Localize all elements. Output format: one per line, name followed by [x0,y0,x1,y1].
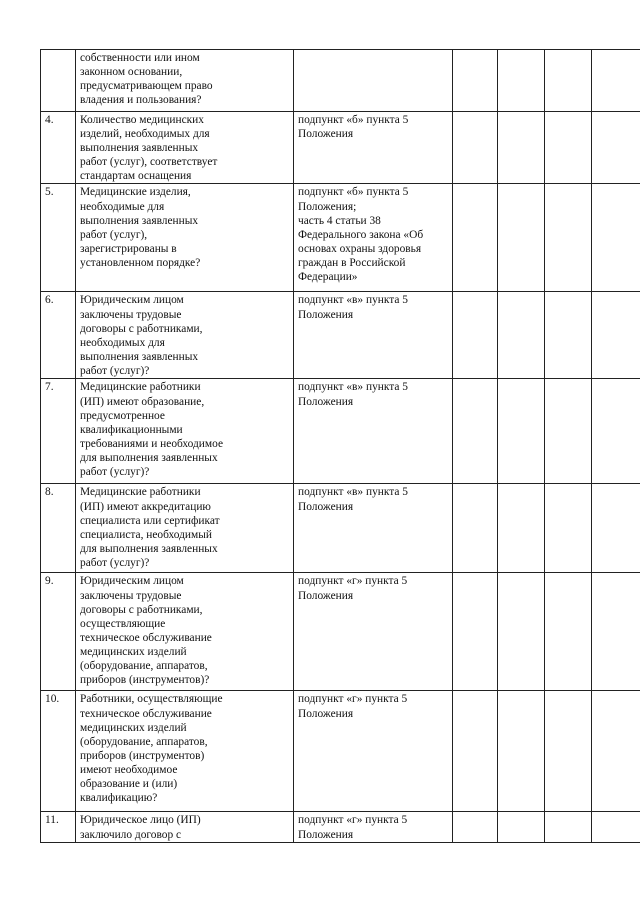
table-row [41,573,640,691]
question-line: Юридическим лицом [80,575,184,588]
question-line: образование и (или) [80,778,178,791]
question-line: законном основании, [80,66,183,79]
reference-line: Федерального закона «Об [298,228,424,241]
answer-cell[interactable] [453,50,498,112]
question-line: специалиста, необходимый [80,528,212,541]
checklist-table [40,49,640,843]
row-number: 4. [41,112,76,184]
answer-cell[interactable] [545,691,592,812]
question-line: выполнения заявленных [80,142,199,155]
question-line: работ (услуг), соответствует [80,156,218,169]
question-line: Медицинские работники [80,381,201,394]
question-line: работ (услуг)? [80,556,150,569]
question-line: имеют необходимое [80,763,178,776]
question-line: необходимые для [80,200,165,213]
question-line: техническое обслуживание [80,631,212,644]
reference-line: подпункт «г» пункта 5 [298,693,408,706]
answer-cell[interactable] [545,50,592,112]
question-line: договоры с работниками, [80,603,203,616]
answer-cell[interactable] [592,112,640,184]
row-number: 8. [41,484,76,573]
question-line: выполнения заявленных [80,350,199,363]
reference-cell [294,292,453,379]
answer-cell[interactable] [453,484,498,573]
answer-cell[interactable] [498,573,545,691]
reference-cell [294,379,453,484]
question-line: Работники, осуществляющие [80,693,223,706]
question-cell [76,484,294,573]
answer-cell[interactable] [453,379,498,484]
row-number: 11. [41,812,76,842]
answer-cell[interactable] [498,112,545,184]
question-line: выполнения заявленных [80,214,199,227]
reference-line: подпункт «в» пункта 5 [298,381,408,394]
question-line: предусматривающем право [80,80,213,93]
question-line: изделий, необходимых для [80,128,210,141]
table-row [41,379,640,484]
question-cell [76,184,294,292]
question-line: квалификацию? [80,792,158,805]
reference-line: часть 4 статьи 38 [298,214,381,227]
row-number: 5. [41,184,76,292]
question-cell [76,292,294,379]
reference-cell [294,484,453,573]
question-line: предусмотренное [80,409,165,422]
table-row [41,812,640,842]
question-line: работ (услуг), [80,228,148,241]
question-line: стандартам оснащения [80,170,192,183]
question-line: владения и пользования? [80,94,202,107]
question-line: Юридическим лицом [80,294,184,307]
reference-line: Федерации» [298,271,358,284]
question-line: квалификационными [80,423,183,436]
reference-line: Положения [298,707,354,720]
question-line: установленном порядке? [80,256,201,269]
answer-cell[interactable] [498,691,545,812]
answer-cell[interactable] [592,691,640,812]
table-row [41,484,640,573]
question-line: работ (услуг)? [80,364,150,377]
answer-cell[interactable] [592,184,640,292]
table-row [41,50,640,112]
checklist-body [41,50,640,843]
answer-cell[interactable] [453,691,498,812]
answer-cell[interactable] [592,379,640,484]
question-cell [76,812,294,842]
answer-cell[interactable] [498,50,545,112]
question-cell [76,573,294,691]
answer-cell[interactable] [498,184,545,292]
question-line: приборов (инструментов) [80,749,205,762]
reference-line: подпункт «б» пункта 5 [298,186,409,199]
answer-cell[interactable] [498,379,545,484]
reference-line: основах охраны здоровья [298,242,422,255]
question-line: требованиями и необходимое [80,437,223,450]
reference-line: Положения [298,128,354,141]
answer-cell[interactable] [545,379,592,484]
question-line: работ (услуг)? [80,466,150,479]
question-line: (ИП) имеют образование, [80,395,205,408]
answer-cell[interactable] [453,292,498,379]
answer-cell[interactable] [545,573,592,691]
question-line: (оборудование, аппаратов, [80,660,208,673]
question-cell [76,379,294,484]
question-line: заключены трудовые [80,589,182,602]
question-cell [76,50,294,112]
row-number: 9. [41,573,76,691]
reference-line: подпункт «б» пункта 5 [298,114,409,126]
answer-cell[interactable] [592,484,640,573]
table-row [41,184,640,292]
answer-cell[interactable] [453,184,498,292]
table-row [41,292,640,379]
question-line: необходимых для [80,336,165,349]
answer-cell[interactable] [498,812,545,842]
answer-cell[interactable] [592,573,640,691]
answer-cell[interactable] [453,573,498,691]
reference-line: подпункт «г» пункта 5 [298,814,408,827]
answer-cell[interactable] [545,112,592,184]
answer-cell[interactable] [545,184,592,292]
question-cell [76,691,294,812]
answer-cell[interactable] [453,112,498,184]
question-line: Количество медицинских [80,114,204,126]
reference-line: Положения [298,828,354,841]
question-line: Медицинские работники [80,486,201,499]
table-row [41,112,640,184]
question-line: медицинских изделий [80,721,187,734]
reference-cell [294,573,453,691]
reference-line: подпункт «г» пункта 5 [298,575,408,588]
question-cell [76,112,294,184]
reference-line: граждан в Российской [298,256,406,269]
reference-cell [294,50,453,112]
question-line: заключило договор с [80,828,182,841]
answer-cell[interactable] [592,292,640,379]
question-line: специалиста или сертификат [80,514,220,527]
reference-line: Положения [298,395,354,408]
reference-cell [294,184,453,292]
reference-line: подпункт «в» пункта 5 [298,486,408,499]
question-line: осуществляющие [80,617,166,630]
row-number [41,50,76,112]
table-row [41,691,640,812]
row-number: 10. [41,691,76,812]
question-line: заключены трудовые [80,308,182,321]
row-number: 7. [41,379,76,484]
reference-line: Положения [298,308,354,321]
answer-cell[interactable] [498,292,545,379]
question-line: медицинских изделий [80,645,187,658]
answer-cell[interactable] [592,812,640,842]
reference-line: Положения; [298,200,357,213]
reference-cell [294,112,453,184]
answer-cell[interactable] [545,484,592,573]
question-line: техническое обслуживание [80,707,212,720]
question-line: (ИП) имеют аккредитацию [80,500,211,513]
row-number: 6. [41,292,76,379]
answer-cell[interactable] [453,812,498,842]
question-line: Медицинские изделия, [80,186,191,199]
answer-cell[interactable] [545,812,592,842]
reference-line: Положения [298,589,354,602]
answer-cell[interactable] [545,292,592,379]
question-line: для выполнения заявленных [80,451,218,464]
question-line: договоры с работниками, [80,322,203,335]
question-line: собственности или ином [80,52,200,64]
question-line: зарегистрированы в [80,242,177,255]
question-line: Юридическое лицо (ИП) [80,814,201,827]
question-line: (оборудование, аппаратов, [80,735,208,748]
reference-cell [294,691,453,812]
question-line: приборов (инструментов)? [80,674,210,687]
answer-cell[interactable] [498,484,545,573]
reference-line: подпункт «в» пункта 5 [298,294,408,307]
question-line: для выполнения заявленных [80,542,218,555]
reference-cell [294,812,453,842]
reference-line: Положения [298,500,354,513]
answer-cell[interactable] [592,50,640,112]
